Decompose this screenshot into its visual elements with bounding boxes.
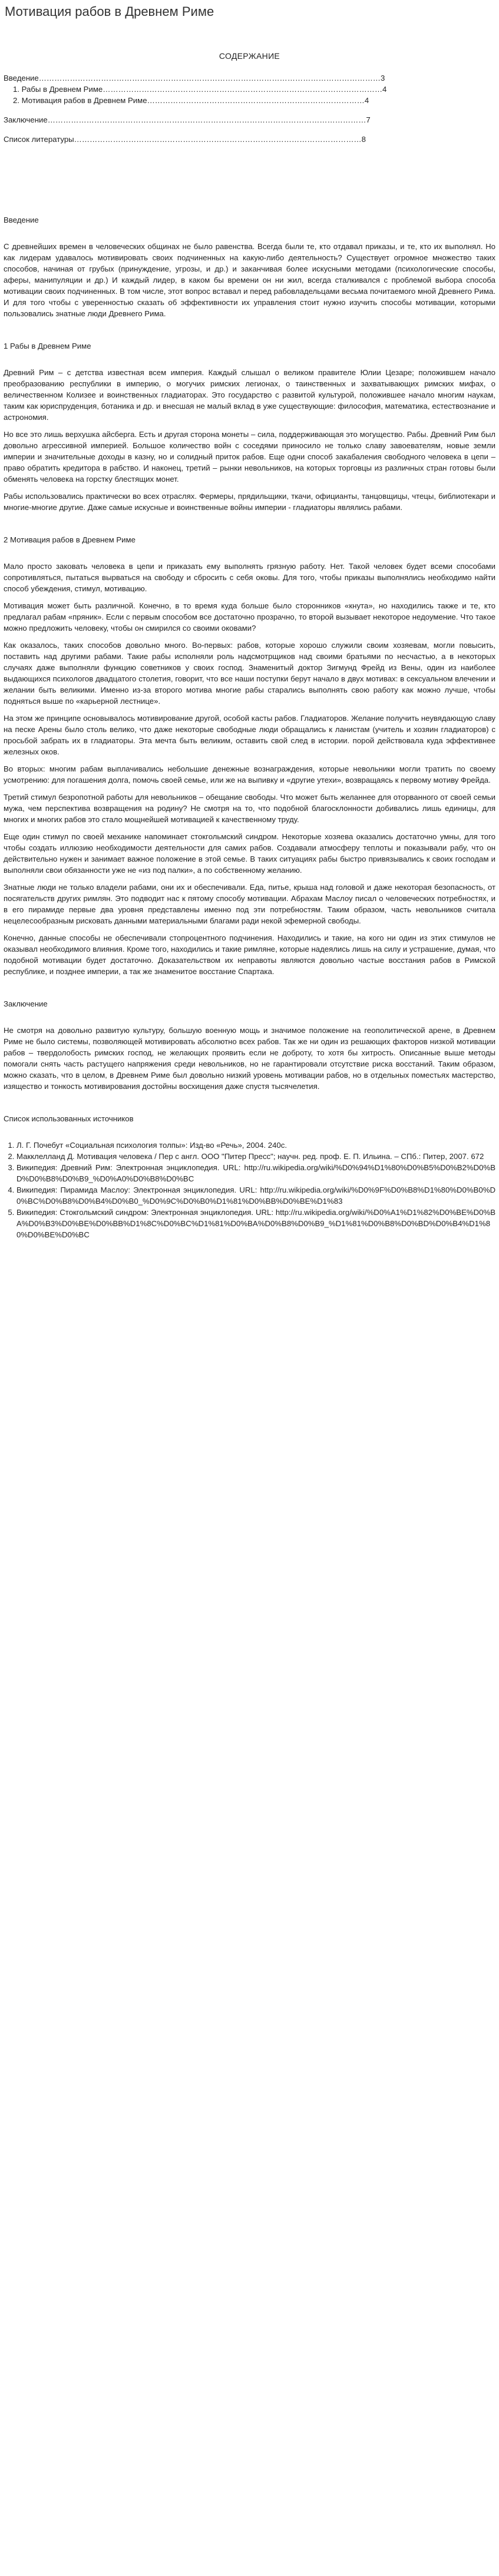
toc-label: Введение	[4, 74, 39, 82]
section-heading: Заключение	[4, 999, 48, 1008]
paragraph: Знатные люди не только владели рабами, они их и обеспечивали. Еда, питье, крыша над головой и даже некоторая безопасность, от посягательств других римлян. Это подводит нас к пятому способу мотивации. Абрахам Маслоу писал о человеческих потребностях, и в его пирамиде первые два уровня представлены именно под эти потребностям. Таким образом, часть невольников считала нецелесообразным рисковать данными материальными благами ради некой эфемерной свободы.	[4, 883, 495, 925]
section-heading: Список использованных источников	[4, 1114, 134, 1123]
section-heading: 2 Мотивация рабов в Древнем Риме	[4, 535, 136, 544]
section-heading: Введение	[4, 216, 39, 224]
section-sources	[4, 1113, 495, 1240]
toc-page-number: 4	[382, 85, 387, 94]
toc-item-chapter-2[interactable]	[4, 95, 495, 106]
toc-leader: …………………………………………………………………………	[147, 96, 365, 105]
toc-leader: ……………………………………………………………………………………………………………	[47, 115, 366, 124]
section-chapter-2	[4, 534, 495, 977]
source-item: 1. Л. Г. Почебут «Социальная психология толпы»: Изд-во «Речь», 2004. 240с.	[16, 1140, 495, 1151]
paragraph: Древний Рим – с детства известная всем империя. Каждый слышал о великом правителе Юлии Цезаре; положившем начало преобразованию республики в империю, о могучих римских легионах, о таинственных и захватывающих римских мифах, о величественном Колизее и воинственных гладиаторах. Это государство с развитой культурой, положившее начало многим наукам, таким как юриспруденция, ботаника и др. и внесшая не малый вклад в уже существующие: философия, математика, естествознание и астрономия.	[4, 368, 495, 422]
paragraph: Третий стимул безропотной работы для невольников – обещание свободы. Что может быть желаннее для оторванного от своей семьи мужа, чем перспектива возвращения на родину? Не смотря на то, что подобной благосклонности добивались лишь единицы, для многих и многих рабов это стало мощнейшей мотивацией к качественному труду.	[4, 793, 495, 824]
paragraph: С древнейших времен в человеческих общинах не было равенства. Всегда были те, кто отдавал приказы, и те, кто их выполнял. Но как лидерам удавалось мотивировать своих подчиненных на какую-либо деятельность? Существует огромное множество таких способов, начиная от грубых (принуждение, угрозы, и др.) и заканчивая более искусными методами (психологические способы, аферы, манипуляции и др.) И каждый лидер, в каком бы времени он ни жил, всегда сталкивался с проблемой выбора способа мотивации своих подчиненных. В том числе, этот вопрос вставал и перед рабовладельцами весьма почитаемого мной Древнего Рима. И для того чтобы с уверенностью сказать об эффективности их управления стоит нужно изучить способы мотивации, которыми пользовались знатные люди Древнего Рима.	[4, 242, 495, 318]
toc-page-number: 3	[380, 74, 385, 82]
toc-page-number: 4	[364, 96, 369, 105]
toc-label: Заключение	[4, 115, 48, 124]
source-item[interactable]: 4. Википедия: Пирамида Маслоу: Электронная энциклопедия. URL: http://ru.wikipedia.org/wiki/%D0%9F%D0%B8%D1%80%D0%B0%D0%BC%D0%B8%D0%B4%D0%B0_%D0%9C%D0%B0%D1%81%D0%BB%D0%BE%D1%83	[16, 1184, 495, 1207]
toc-item-references[interactable]	[4, 134, 495, 145]
section-introduction	[4, 214, 495, 319]
source-item[interactable]: 5. Википедия: Стокгольмский синдром: Электронная энциклопедия. URL: http://ru.wikipedia.org/wiki/%D0%A1%D1%82%D0%BE%D0%BA%D0%B3%D0%BE%D0%BB%D1%8C%D0%BC%D1%81%D0%BA%D0%B8%D0%B9_%D1%81%D0%B8%D0%BD%D0%B4%D1%80%D0%BE%D0%BC	[16, 1207, 495, 1240]
source-item: 2. Макклелланд Д. Мотивация человека / Пер с англ. ООО "Питер Пресс"; научн. ред. проф. Е. П. Ильина. – СПб.: Питер, 2007. 672	[16, 1151, 495, 1162]
paragraph: Мало просто заковать человека в цепи и приказать ему выполнять грязную работу. Нет. Такой человек будет всеми способами сопротивляться, пытаться вырваться на свободу и сбросить с себя оковы. Для того, чтобы приказы выполнялись необходимо найти способ убеждения, стимул, мотивацию.	[4, 562, 495, 593]
toc-item-conclusion[interactable]	[4, 114, 495, 125]
source-item[interactable]: 3. Википедия: Древний Рим: Электронная энциклопедия. URL: http://ru.wikipedia.org/wiki/%D0%94%D1%80%D0%B5%D0%B2%D0%BD%D0%B8%D0%B9_%D0%A0%D0%B8%D0%BC	[16, 1162, 495, 1184]
paragraph: Рабы использовались практически во всех отраслях. Фермеры, прядильщики, ткачи, официанты, танцовщицы, чтецы, библиотекари и многие-многие другие. Даже самые искусные и воинственные войны империи - гладиаторы являлись рабами.	[4, 492, 495, 512]
document-title: Мотивация рабов в Древнем Риме	[5, 4, 214, 19]
paragraph: Еще один стимул по своей механике напоминает стокгольмский синдром. Некоторые хозяева оказались достаточно умны, для того чтобы создать иллюзию необходимости деятельности для самих рабов. Создавали атмосферу теплоты и показывали рабу, что он действительно нужен и занимает важное положение в этой семье. В таких ситуациях рабы быстро привязывались к своих господам и выполняли свои обязанности уже не «из под палки», а по собственному желанию.	[4, 832, 495, 875]
section-heading: 1 Рабы в Древнем Риме	[4, 342, 91, 350]
toc-leader: …………………………………………………………………………………………………	[74, 135, 362, 144]
toc-label: Список литературы	[4, 135, 74, 144]
toc-page-number: 8	[361, 135, 366, 144]
toc-leader: ……………………………………………………………………………………………………………………	[38, 74, 381, 82]
document-page	[0, 4, 499, 1240]
toc-label: 1. Рабы в Древнем Риме	[13, 85, 103, 94]
paragraph: На этом же принципе основывалось мотивирование другой, особой касты рабов. Гладиаторов. Желание получить неувядающую славу на песке Арены было столь велико, что даже некоторые свободные люди обращались к ланистам (учитель и хозяин гладиаторов) с просьбой забрать их в гладиаторы. Эта мечта быть великим, оставить свой след в истории. порой действовала куда эффективнее железных оков.	[4, 714, 495, 756]
sources-list	[4, 1140, 495, 1240]
toc-leader: ………………………………………………………………………………………………	[103, 85, 382, 94]
paragraph: Мотивация может быть различной. Конечно, в то время куда больше было сторонников «кнута», но находились также и те, кто предлагал рабам «пряник». Если с первым способом все достаточно прозрачно, то второй вызывает некоторое недоумение. Что такое можно предложить человеку, чтобы он смирился со своими оковами?	[4, 601, 495, 633]
toc-label: 2. Мотивация рабов в Древнем Риме	[13, 96, 147, 105]
toc-heading: СОДЕРЖАНИЕ	[219, 51, 280, 61]
toc-item-chapter-1[interactable]	[4, 84, 495, 95]
paragraph: Как оказалось, таких способов довольно много. Во-первых: рабов, которые хорошо служили своим хозяевам, могли повысить, поставить над другими рабами. Такие рабы исполняли роль надсмотрщиков над своими братьями по несчастью, а в некоторых случаях даже выполняли функцию советников у своих господ. Знаменитый доктор Зигмунд Фрейд из Вены, один из наиболее выдающихся психологов двадцатого столетия, говорит, что все наши поступки берут начало в двух мотивах: в сексуальном влечении и желании быть великими. Именно из-за второго мотива многие рабы старались выполнять свою работу как можно лучше, чтобы подняться выше по «карьерной лестнице».	[4, 641, 495, 706]
section-conclusion	[4, 998, 495, 1092]
section-chapter-1	[4, 340, 495, 513]
paragraph: Но все это лишь верхушка айсберга. Есть и другая сторона монеты – сила, поддерживающая это могущество. Рабы. Древний Рим был довольно агрессивной империей. Большое количество войн с соседями приносило не только славу завоевателям, новые земли империи и значительные доходы в казну, но и солидный приток рабов. Еще одни способ закабаления свободного человека в цепи – право обратить кредитора в рабство. И наконец, третий – рынки невольников, на которых торговцы из различных стран готовы были обменять человека на горстку блестящих монет.	[4, 430, 495, 484]
paragraph: Конечно, данные способы не обеспечивали стопроцентного подчинения. Находились и такие, на кого ни один из этих стимулов не оказывал необходимого влияния. Кроме того, находились и такие римляне, которые надеялись лишь на силу и устрашение, думая, что подобной мотивации будет достаточно. Доказательством их неправоты являются довольно частые восстания рабов в Римской республике, и позднее империи, а так же знаменитое восстание Спартака.	[4, 933, 495, 976]
paragraph: Не смотря на довольно развитую культуру, большую военную мощь и значимое положение на геополитической арене, в Древнем Риме не было системы, позволяющей мотивировать абсолютно всех рабов. Так же ни один из решающих факторов низкой мотивации рабов – твердолобость римских господ, не желающих проявить если не доброту, то хотя бы хитрость. Описанные выше методы помогали снять часть растущего напряжения среди невольников, но не гарантировали отсутствие риска восстаний. Таким образом, можно сказать, что в целом, в Древнем Риме был довольно низкий уровень мотивации рабов, но в отдельных поместьях мастерство, изящество и тонкость мотивирования достойны восхищения даже спустя тысячелетия.	[4, 1026, 495, 1091]
toc-page-number: 7	[366, 115, 371, 124]
paragraph: Во вторых: многим рабам выплачивались небольшие денежные вознаграждения, которые невольники могли тратить по своему усмотрению: для погашения долга, помочь своей семье, или же на выпивку и «другие утехи», возвращаясь к первому мотиву Фрейда.	[4, 764, 495, 784]
toc-item-intro[interactable]	[4, 72, 495, 84]
